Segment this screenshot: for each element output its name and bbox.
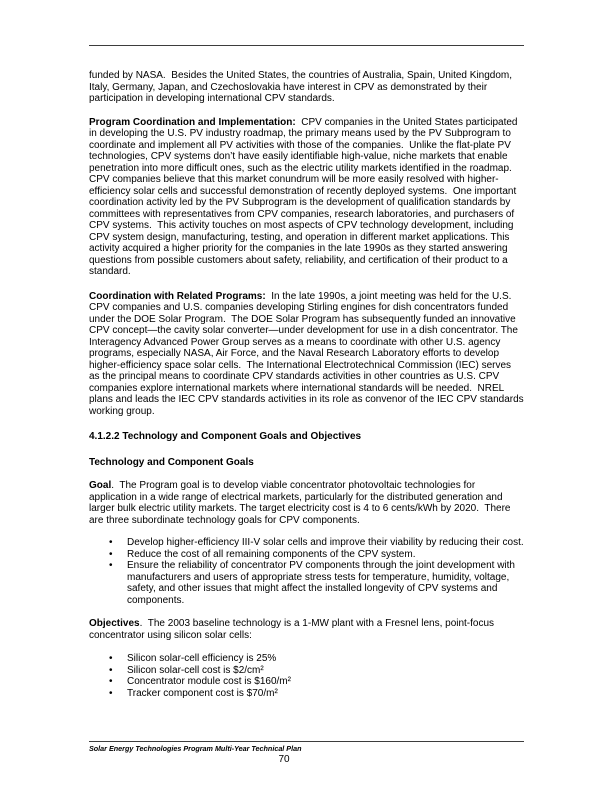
run-in-heading-program-coordination: Program Coordination and Implementation:	[89, 116, 296, 128]
paragraph-goal	[89, 480, 524, 526]
list-item: • Ensure the reliability of concentrator PV components through the joint development with manufacturers and users of appropriate stress tests for temperature, humidity, voltage, safety, and other issues that might affect the installed longevity of CPV systems and components.	[89, 560, 524, 606]
goal-bullet-list	[89, 537, 524, 606]
paragraph-intro: funded by NASA. Besides the United States, the countries of Australia, Spain, United Kingdom, Italy, Germany, Japan, and Czechoslovakia have interest in CPV as demonstrated by their participation in developing international CPV standards.	[89, 70, 515, 104]
page-footer	[89, 741, 524, 766]
list-item: • Silicon solar-cell efficiency is 25%	[89, 653, 524, 665]
page-number: 70	[278, 754, 290, 765]
list-item: • Develop higher-efficiency III-V solar cells and improve their viability by reducing their cost.	[89, 537, 524, 549]
section-heading: 4.1.2.2 Technology and Component Goals and Objectives	[89, 431, 362, 442]
objectives-bullet-list	[89, 653, 524, 699]
subsection-heading: Technology and Component Goals	[89, 456, 254, 468]
header-rule	[89, 45, 524, 46]
paragraph-text: . The Program goal is to develop viable concentrator photovoltaic technologies for application in a wide range of electrical markets, particularly for the distributed generation and larger bulk electric utility markets. The target electricity cost is 4 to 6 cents/kWh by 2020. There are three subordinate technology goals for CPV components.	[89, 480, 514, 526]
paragraph-objectives	[89, 618, 524, 641]
page-body	[89, 45, 527, 699]
paragraph-related-programs	[89, 290, 527, 418]
list-item: • Silicon solar-cell cost is $2/cm²	[89, 665, 524, 677]
run-in-heading-related-programs: Coordination with Related Programs:	[89, 290, 266, 302]
paragraph-program-coordination	[89, 117, 524, 278]
run-in-heading-objectives: Objectives	[89, 618, 140, 629]
list-item: • Tracker component cost is $70/m²	[89, 688, 524, 700]
footer-doc-title: Solar Energy Technologies Program Multi-Year Technical Plan	[89, 744, 302, 753]
paragraph-text: CPV companies in the United States participated in developing the U.S. PV industry roadmap, the primary means used by the PV Subprogram to coordinate and implement all PV activities with those of the companies. Unlike the flat-plate PV technologies, CPV systems don’t have easily identifiable high-value, niche markets that enable penetration into more difficult ones, such as the electric utility markets identified in the roadmap. CPV companies believe that this market conundrum will be more easily resolved with higher-efficiency solar cells and successful demonstration of recently deployed systems. One important coordination activity led by the PV Subprogram is the development of qualification standards by committees with representatives from CPV companies, research laboratories, and purchasers of CPV systems. This activity touches on most aspects of CPV technology development, including CPV system design, manufacturing, testing, and operation in different market applications. This activity acquired a higher priority for the companies in the late 1990s as they started answering questions from possible customers about safety, reliability, and certification of their product to a standard.	[89, 116, 521, 277]
paragraph-text: . The 2003 baseline technology is a 1-MW plant with a Fresnel lens, point-focus concentrator using silicon solar cells:	[89, 618, 497, 641]
run-in-heading-goal: Goal	[89, 480, 112, 491]
list-item: • Concentrator module cost is $160/m²	[89, 676, 524, 688]
paragraph-text: In the late 1990s, a joint meeting was held for the U.S. CPV companies and U.S. companies developing Stirling engines for dish concentrators funded under the DOE Solar Program. The DOE Solar Program has subsequently funded an innovative CPV concept—the cavity solar converter—under development for use in a dish concentrator. The Interagency Advanced Power Group serves as a means to coordinate with other U.S. agency programs, especially NASA, Air Force, and the Naval Research Laboratory efforts to develop higher-efficiency space solar cells. The International Electrotechnical Commission (IEC) serves as the principal means to coordinate CPV standards activities in other countries as U.S. CPV companies explore international markets where international standards will be needed. NREL plans and leads the IEC CPV standards activities in its role as convenor of the IEC CPV standards working group.	[89, 290, 527, 417]
list-item: • Reduce the cost of all remaining components of the CPV system.	[89, 549, 524, 561]
